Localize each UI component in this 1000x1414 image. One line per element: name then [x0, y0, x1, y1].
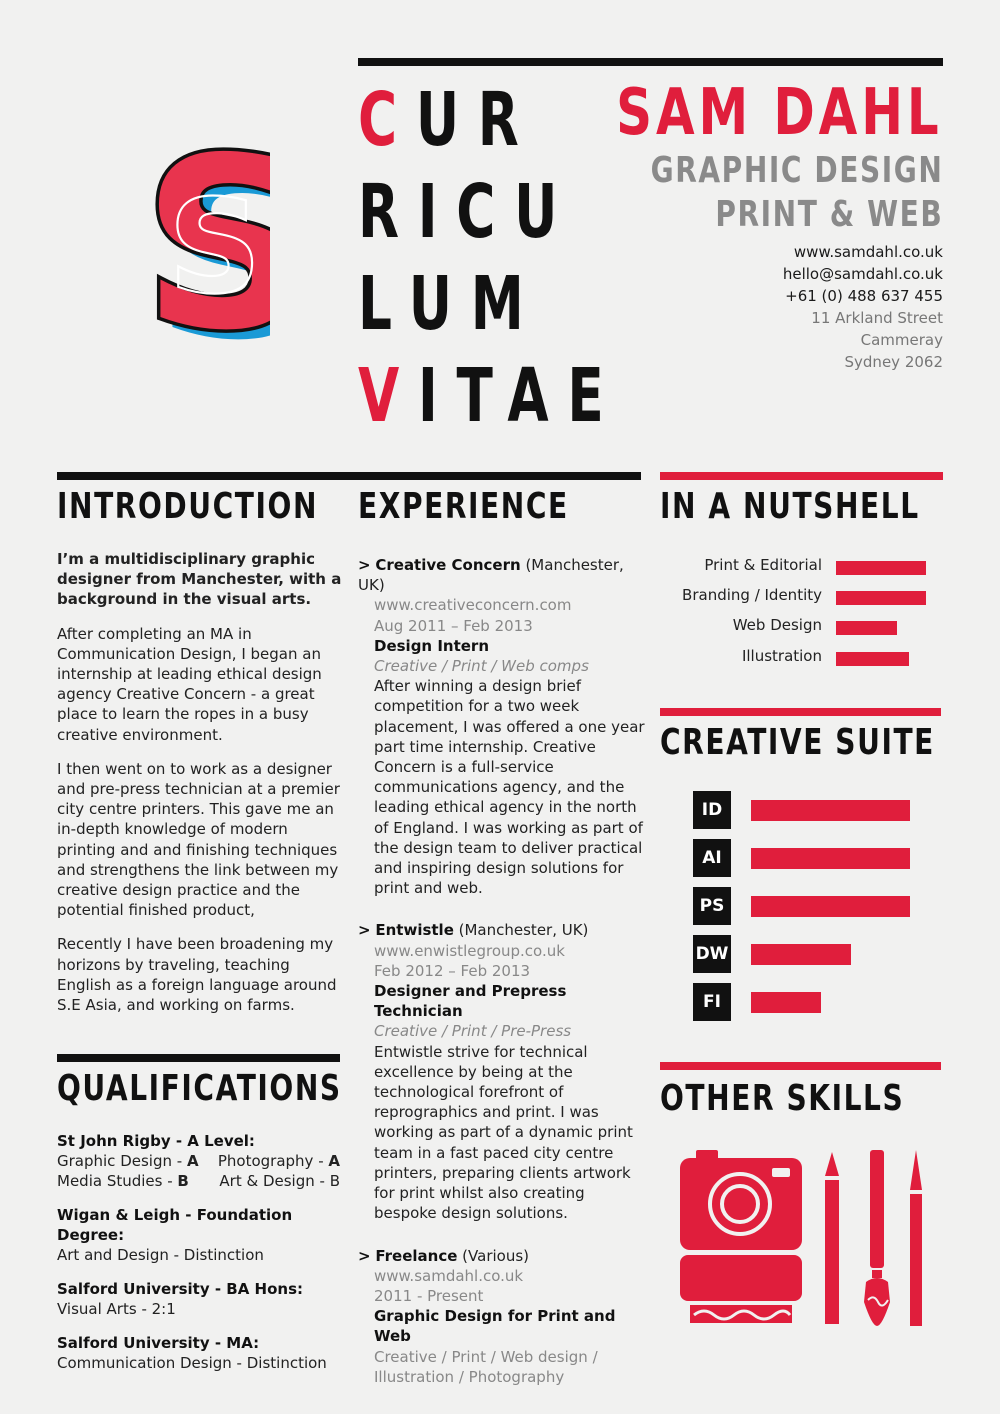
app-skill-bar — [751, 896, 910, 917]
role-line-2: PRINT & WEB — [714, 194, 943, 235]
nutshell-skill-row — [660, 582, 940, 612]
nutshell-skill-label: Web Design — [732, 616, 822, 634]
top-rule — [358, 58, 943, 66]
app-skill-bar — [751, 848, 910, 869]
nutshell-skill-bar — [836, 652, 909, 666]
qualification-foundation: Wigan & Leigh - Foundation Degree: Art and Design - Distinction — [57, 1206, 293, 1264]
creative-suite-row — [693, 935, 933, 973]
other-skills-rule — [660, 1062, 941, 1070]
paintbrush-icon — [860, 1150, 894, 1326]
cv-title-line-2: RICU — [358, 169, 577, 255]
app-skill-bar — [751, 992, 821, 1013]
introduction-paragraph-3: Recently I have been broadening my horizons by traveling, teaching English as a foreign language around S.E Asia, and working on farms. — [57, 935, 337, 1015]
contact-phone: +61 (0) 488 637 455 — [785, 287, 943, 305]
experience-item-freelance: > Freelance (Various) www.samdahl.co.uk 2011 - Present Graphic Design for Print and Web Creative / Print / Web design / Illustration / Photography — [358, 1246, 648, 1387]
pencil-icon — [822, 1152, 842, 1324]
app-tag-dw: DW — [693, 935, 731, 973]
creative-suite-heading: CREATIVE SUITE — [660, 722, 935, 763]
logo-s-icon — [130, 130, 270, 350]
introduction-body — [57, 549, 342, 1029]
creative-suite-row — [693, 839, 933, 877]
introduction-paragraph-1: After completing an MA in Communication Design, I began an internship at leading ethical design agency Creative Concern - a great place to learn the ropes in a busy creative environment. — [57, 624, 322, 744]
svg-text:S: S — [154, 130, 270, 350]
name-title: SAM DAHL — [616, 76, 943, 150]
qualifications-list — [57, 1131, 340, 1387]
nutshell-heading: IN A NUTSHELL — [660, 486, 920, 527]
contact-street: 11 Arkland Street — [811, 309, 943, 327]
intro-experience-rule — [57, 472, 641, 480]
cv-title-line-3: LUM — [358, 261, 543, 347]
qualification-a-level: St John Rigby - A Level: Graphic Design - A Photography - A Media Studies - B Art & Design - B — [57, 1132, 340, 1190]
experience-url[interactable]: www.samdahl.co.uk — [374, 1266, 524, 1285]
nutshell-rule — [660, 472, 943, 480]
nutshell-skill-label: Print & Editorial — [704, 556, 822, 574]
nutshell-skill-row — [660, 643, 940, 673]
nutshell-skill-bar — [836, 561, 926, 575]
cv-title-line-4: VITAE — [358, 353, 623, 439]
other-skills-heading: OTHER SKILLS — [660, 1078, 905, 1119]
nutshell-skill-bar — [836, 591, 926, 605]
experience-item-entwistle: > Entwistle (Manchester, UK) www.enwistlegroup.co.uk Feb 2012 – Feb 2013 Designer and Prepress Technician Creative / Print / Pre-Press Entwistle strive for technical excellence by being at the technological forefront of reprographics and print. I was working as part of a dynamic print team in a fast paced city centre printers, preparing clients artwork for print whilst also creating bespoke design solutions. — [358, 920, 648, 1223]
role-line-1: GRAPHIC DESIGN — [650, 150, 943, 191]
contact-website[interactable]: www.samdahl.co.uk — [793, 243, 943, 261]
svg-text:S: S — [168, 171, 262, 323]
creative-suite-row — [693, 887, 933, 925]
experience-url[interactable]: www.creativeconcern.com — [374, 596, 572, 615]
introduction-heading: INTRODUCTION — [57, 486, 319, 527]
qualifications-heading: QUALIFICATIONS — [57, 1068, 342, 1109]
svg-text:S: S — [142, 130, 270, 350]
camera-icon — [680, 1150, 805, 1250]
contact-city: Sydney 2062 — [844, 353, 943, 371]
app-tag-ps: PS — [693, 887, 731, 925]
contact-email[interactable]: hello@samdahl.co.uk — [782, 265, 943, 283]
introduction-lead: I’m a multidisciplinary graphic designer from Manchester, with a background in the visual arts. — [57, 550, 342, 609]
nutshell-skill-row — [660, 552, 940, 582]
app-skill-bar — [751, 800, 910, 821]
contact-suburb: Cammeray — [860, 331, 943, 349]
experience-heading: EXPERIENCE — [358, 486, 569, 527]
nutshell-skill-label: Branding / Identity — [682, 586, 822, 604]
pen-icon — [906, 1150, 926, 1326]
creative-suite-rule — [660, 708, 941, 716]
app-tag-id: ID — [693, 791, 731, 829]
creative-suite-row — [693, 983, 933, 1021]
creative-suite-row — [693, 791, 933, 829]
introduction-paragraph-2: I then went on to work as a designer and pre-press technician at a premier city centre printers. This gave me an in-depth knowledge of modern printing and and finishing techniques and strengthens the link between my creative design practice and the potential finished product, — [57, 759, 340, 920]
nutshell-skill-bar — [836, 621, 897, 635]
qualification-ba: Salford University - BA Hons: Visual Arts - 2:1 — [57, 1280, 304, 1318]
qualifications-rule — [57, 1054, 340, 1062]
app-skill-bar — [751, 944, 851, 965]
experience-url[interactable]: www.enwistlegroup.co.uk — [374, 941, 565, 960]
app-tag-fi: FI — [693, 983, 731, 1021]
polaroid-icon — [680, 1255, 805, 1325]
qualification-ma: Salford University - MA: Communication Design - Distinction — [57, 1334, 327, 1372]
nutshell-skill-label: Illustration — [741, 647, 822, 665]
nutshell-skill-row — [660, 612, 940, 642]
experience-item-creative-concern: > Creative Concern (Manchester, UK) www.creativeconcern.com Aug 2011 – Feb 2013 Design Intern Creative / Print / Web comps After winning a design brief competition for a two week placement, I was offered a one year part time internship. Creative Concern is a full-service communications agency, and the leading ethical agency in the north of England. I was working as part of the design team to deliver practical and inspiring design solutions for print and web. — [358, 555, 648, 898]
cv-title-line-1: CUR — [358, 77, 538, 163]
app-tag-ai: AI — [693, 839, 731, 877]
experience-list — [358, 555, 648, 1387]
